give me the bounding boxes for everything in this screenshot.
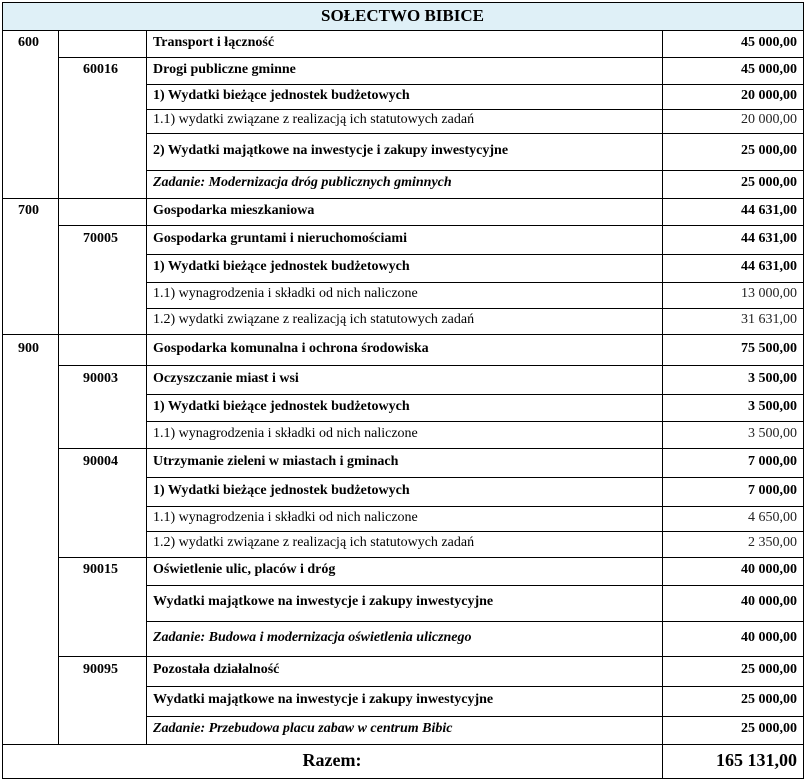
total-amount: 165 131,00 [716, 750, 797, 770]
row-amount: 25 000,00 [741, 721, 797, 736]
row-amount: 7 000,00 [748, 482, 797, 498]
row-divider [146, 421, 804, 422]
row-divider [146, 585, 804, 586]
row-amount: 25 000,00 [741, 142, 797, 158]
row-divider [146, 716, 804, 717]
row-divider [146, 282, 804, 283]
row-amount: 3 500,00 [748, 425, 797, 441]
chapter-code: 60016 [83, 61, 118, 77]
row-divider [146, 531, 804, 532]
row-amount: 7 000,00 [748, 453, 797, 469]
row-description: Gospodarka gruntami i nieruchomościami [153, 230, 407, 246]
row-description: Pozostała działalność [153, 662, 280, 677]
row-divider [146, 109, 804, 110]
row-description: 1.1) wynagrodzenia i składki od nich naliczone [153, 509, 418, 525]
row-description: 1.1) wynagrodzenia i składki od nich naliczone [153, 286, 418, 301]
row-divider [58, 225, 804, 226]
row-description: 1) Wydatki bieżące jednostek budżetowych [153, 259, 410, 274]
row-description: 1) Wydatki bieżące jednostek budżetowych [153, 87, 410, 103]
row-divider [146, 621, 804, 622]
column-divider [146, 30, 147, 744]
header-bottom-border [2, 30, 804, 31]
row-description: 1.1) wydatki związane z realizacją ich statutowych zadań [153, 112, 475, 127]
total-label: Razem: [302, 750, 362, 770]
row-amount: 31 631,00 [741, 312, 797, 327]
chapter-code: 70005 [83, 230, 118, 246]
section-code: 600 [18, 34, 39, 50]
row-description: Gospodarka komunalna i ochrona środowiska [153, 340, 429, 356]
row-divider [146, 394, 804, 395]
row-amount: 45 000,00 [741, 34, 797, 50]
row-divider [146, 506, 804, 507]
row-amount: 40 000,00 [741, 594, 797, 609]
column-divider [58, 30, 59, 744]
section-code: 900 [18, 340, 39, 356]
row-divider [58, 365, 804, 366]
row-amount: 2 350,00 [748, 535, 797, 550]
row-description: Zadanie: Modernizacja dróg publicznych gminnych [153, 175, 452, 190]
row-description: Oświetlenie ulic, placów i dróg [153, 562, 336, 577]
chapter-code: 90095 [83, 662, 118, 677]
row-description: 1.2) wydatki związane z realizacją ich statutowych zadań [153, 535, 475, 550]
row-description: Utrzymanie zieleni w miastach i gminach [153, 453, 399, 469]
row-divider [58, 448, 804, 449]
row-divider [58, 57, 804, 58]
row-description: 1) Wydatki bieżące jednostek budżetowych [153, 482, 410, 498]
row-divider [146, 133, 804, 134]
row-amount: 25 000,00 [741, 692, 797, 707]
row-description: Wydatki majątkowe na inwestycje i zakupy inwestycyjne [153, 594, 494, 609]
row-description: Zadanie: Przebudowa placu zabaw w centrum Bibic [153, 721, 453, 736]
row-amount: 44 631,00 [741, 259, 797, 274]
row-description: Wydatki majątkowe na inwestycje i zakupy inwestycyjne [153, 692, 494, 707]
row-divider [146, 84, 804, 85]
row-amount: 40 000,00 [741, 562, 797, 577]
section-code: 700 [18, 202, 39, 218]
row-description: 1.2) wydatki związane z realizacją ich statutowych zadań [153, 312, 475, 327]
chapter-code: 90003 [83, 370, 118, 386]
row-divider [58, 557, 804, 558]
row-amount: 3 500,00 [748, 370, 797, 386]
row-amount: 44 631,00 [741, 230, 797, 246]
table-right-border [803, 2, 804, 779]
row-description: Transport i łączność [153, 34, 275, 50]
chapter-code: 90015 [83, 562, 118, 577]
row-divider [58, 656, 804, 657]
row-description: 1.1) wynagrodzenia i składki od nich naliczone [153, 425, 418, 441]
row-description: 2) Wydatki majątkowe na inwestycje i zakupy inwestycyjne [153, 142, 509, 158]
footer-top-border [2, 744, 804, 745]
row-description: 1) Wydatki bieżące jednostek budżetowych [153, 398, 410, 414]
row-amount: 44 631,00 [741, 202, 797, 218]
row-amount: 4 650,00 [748, 509, 797, 525]
row-description: Oczyszczanie miast i wsi [153, 370, 299, 386]
row-divider [146, 686, 804, 687]
row-divider [146, 308, 804, 309]
column-divider [662, 30, 663, 778]
row-divider [2, 198, 804, 199]
chapter-code: 90004 [83, 453, 118, 469]
table-top-border [2, 2, 804, 3]
row-description: Gospodarka mieszkaniowa [153, 202, 315, 218]
row-divider [146, 254, 804, 255]
row-divider [146, 170, 804, 171]
row-amount: 25 000,00 [741, 175, 797, 190]
row-description: Zadanie: Budowa i modernizacja oświetlenia ulicznego [153, 629, 472, 645]
table-title: SOŁECTWO BIBICE [321, 5, 484, 25]
row-divider [2, 334, 804, 335]
row-divider [146, 477, 804, 478]
row-description: Drogi publiczne gminne [153, 61, 296, 77]
row-amount: 3 500,00 [748, 398, 797, 414]
row-amount: 20 000,00 [741, 87, 797, 103]
row-amount: 40 000,00 [741, 629, 797, 645]
row-amount: 20 000,00 [741, 112, 797, 127]
table-left-border [2, 2, 3, 779]
row-amount: 13 000,00 [741, 286, 797, 301]
row-amount: 45 000,00 [741, 61, 797, 77]
row-amount: 75 500,00 [741, 340, 797, 356]
row-amount: 25 000,00 [741, 662, 797, 677]
